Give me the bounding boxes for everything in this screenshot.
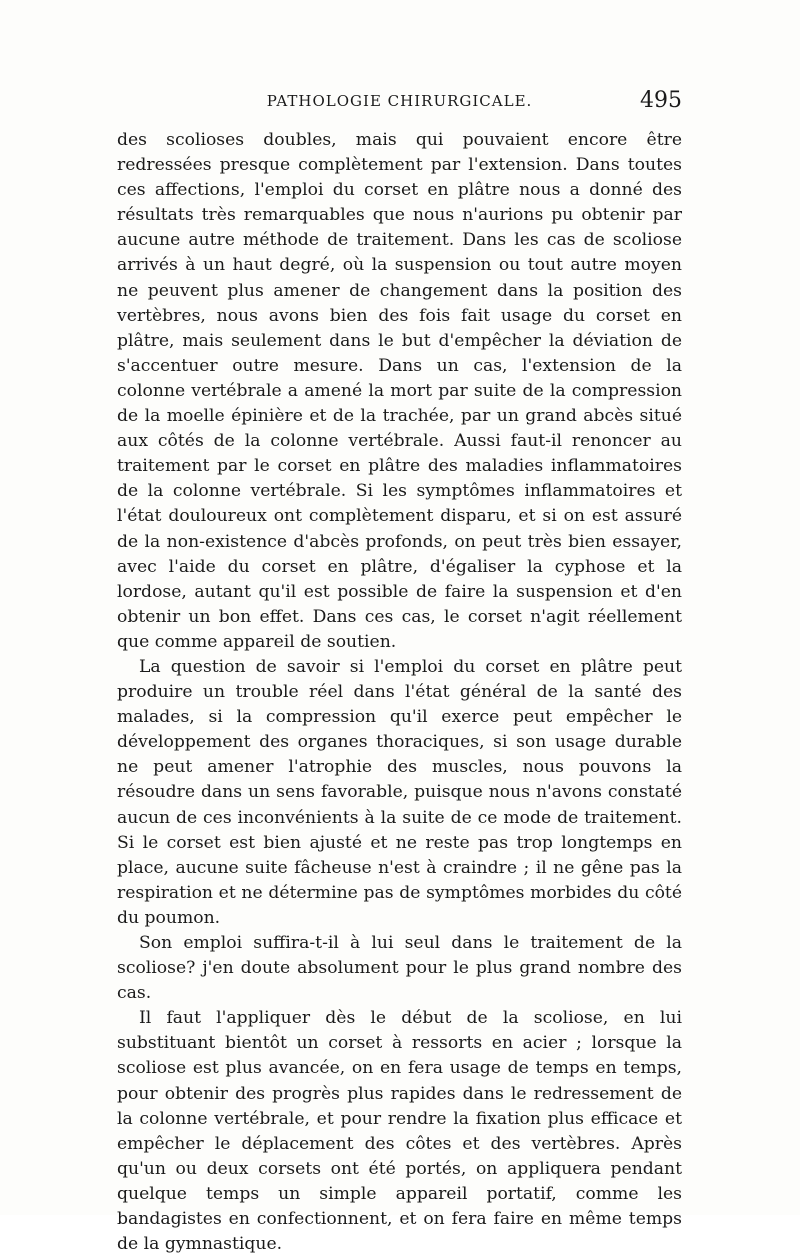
paragraph-doubt: Son emploi suffira-t-il à lui seul dans le traitement de la scoliose? j'en doute absolument pour le plus grand nombre des cas. <box>117 933 682 1004</box>
paragraph-corset-question: La question de savoir si l'emploi du corset en plâtre peut produire un trouble réel dans l'état général de la santé des malades, si la compression qu'il exerce peut empêcher le développement des organes thoraciques, si son usage durable ne peut amener l'atrophie des muscles, nous pouvons la résoudre dans un sens favorable, puisque nous n'avons constaté aucun de ces inconvénients à la suite de ce mode de traitement. Si le corset est bien ajusté et ne reste pas trop longtemps en place, aucune suite fâcheuse n'est à craindre ; il ne gêne pas la respiration et ne détermine pas de symptômes morbides du côté du poumon. <box>117 656 682 928</box>
paragraph-application: Il faut l'appliquer dès le début de la scoliose, en lui substituant bientôt un corset à ressorts en acier ; lorsque la scoliose est plus avancée, on en fera usage de temps en temps, pour obtenir des progrès plus rapides dans le redressement de la colonne vertébrale, et pour rendre la fixation plus efficace et empêcher le déplacement des côtes et des vertèbres. Après qu'un ou deux corsets ont été portés, on appliquera pendant quelque temps un simple appareil portatif, comme les bandagistes en confectionnent, et on fera faire en même temps de la gymnastique. <box>117 1008 682 1255</box>
page-number: 495 <box>640 88 682 113</box>
running-title: PATHOLOGIE CHIRURGICALE. <box>266 92 533 110</box>
paragraph-continuation: des scolioses doubles, mais qui pouvaient encore être redressées presque complètement par l'extension. Dans toutes ces affections, l'emploi du corset en plâtre nous a donné des résultats très remarquables que nous n'aurions pu obtenir par aucune autre méthode de traitement. Dans les cas de scoliose arrivés à un haut degré, où la suspension ou tout autre moyen ne peuvent plus amener de changement dans la position des vertèbres, nous avons bien des fois fait usage du corset en plâtre, mais seulement dans le but d'empêcher la déviation de s'accentuer outre mesure. Dans un cas, l'extension de la colonne vertébrale a amené la mort par suite de la compression de la moelle épinière et de la trachée, par un grand abcès situé aux côtés de la colonne vertébrale. Aussi faut-il renoncer au traitement par le corset en plâtre des maladies inflammatoires de la colonne vertébrale. Si les symptômes inflammatoires et l'état douloureux ont complètement disparu, et si on est assuré de la non-existence d'abcès profonds, on peut très bien essayer, avec l'aide du corset en plâtre, d'égaliser la cyphose et la lordose, autant qu'il est possible de faire la suspension et d'en obtenir un bon effet. Dans ces cas, le corset n'agit réellement que comme appareil de soutien. <box>117 130 682 652</box>
running-head <box>117 88 682 122</box>
body-text <box>117 128 682 1257</box>
